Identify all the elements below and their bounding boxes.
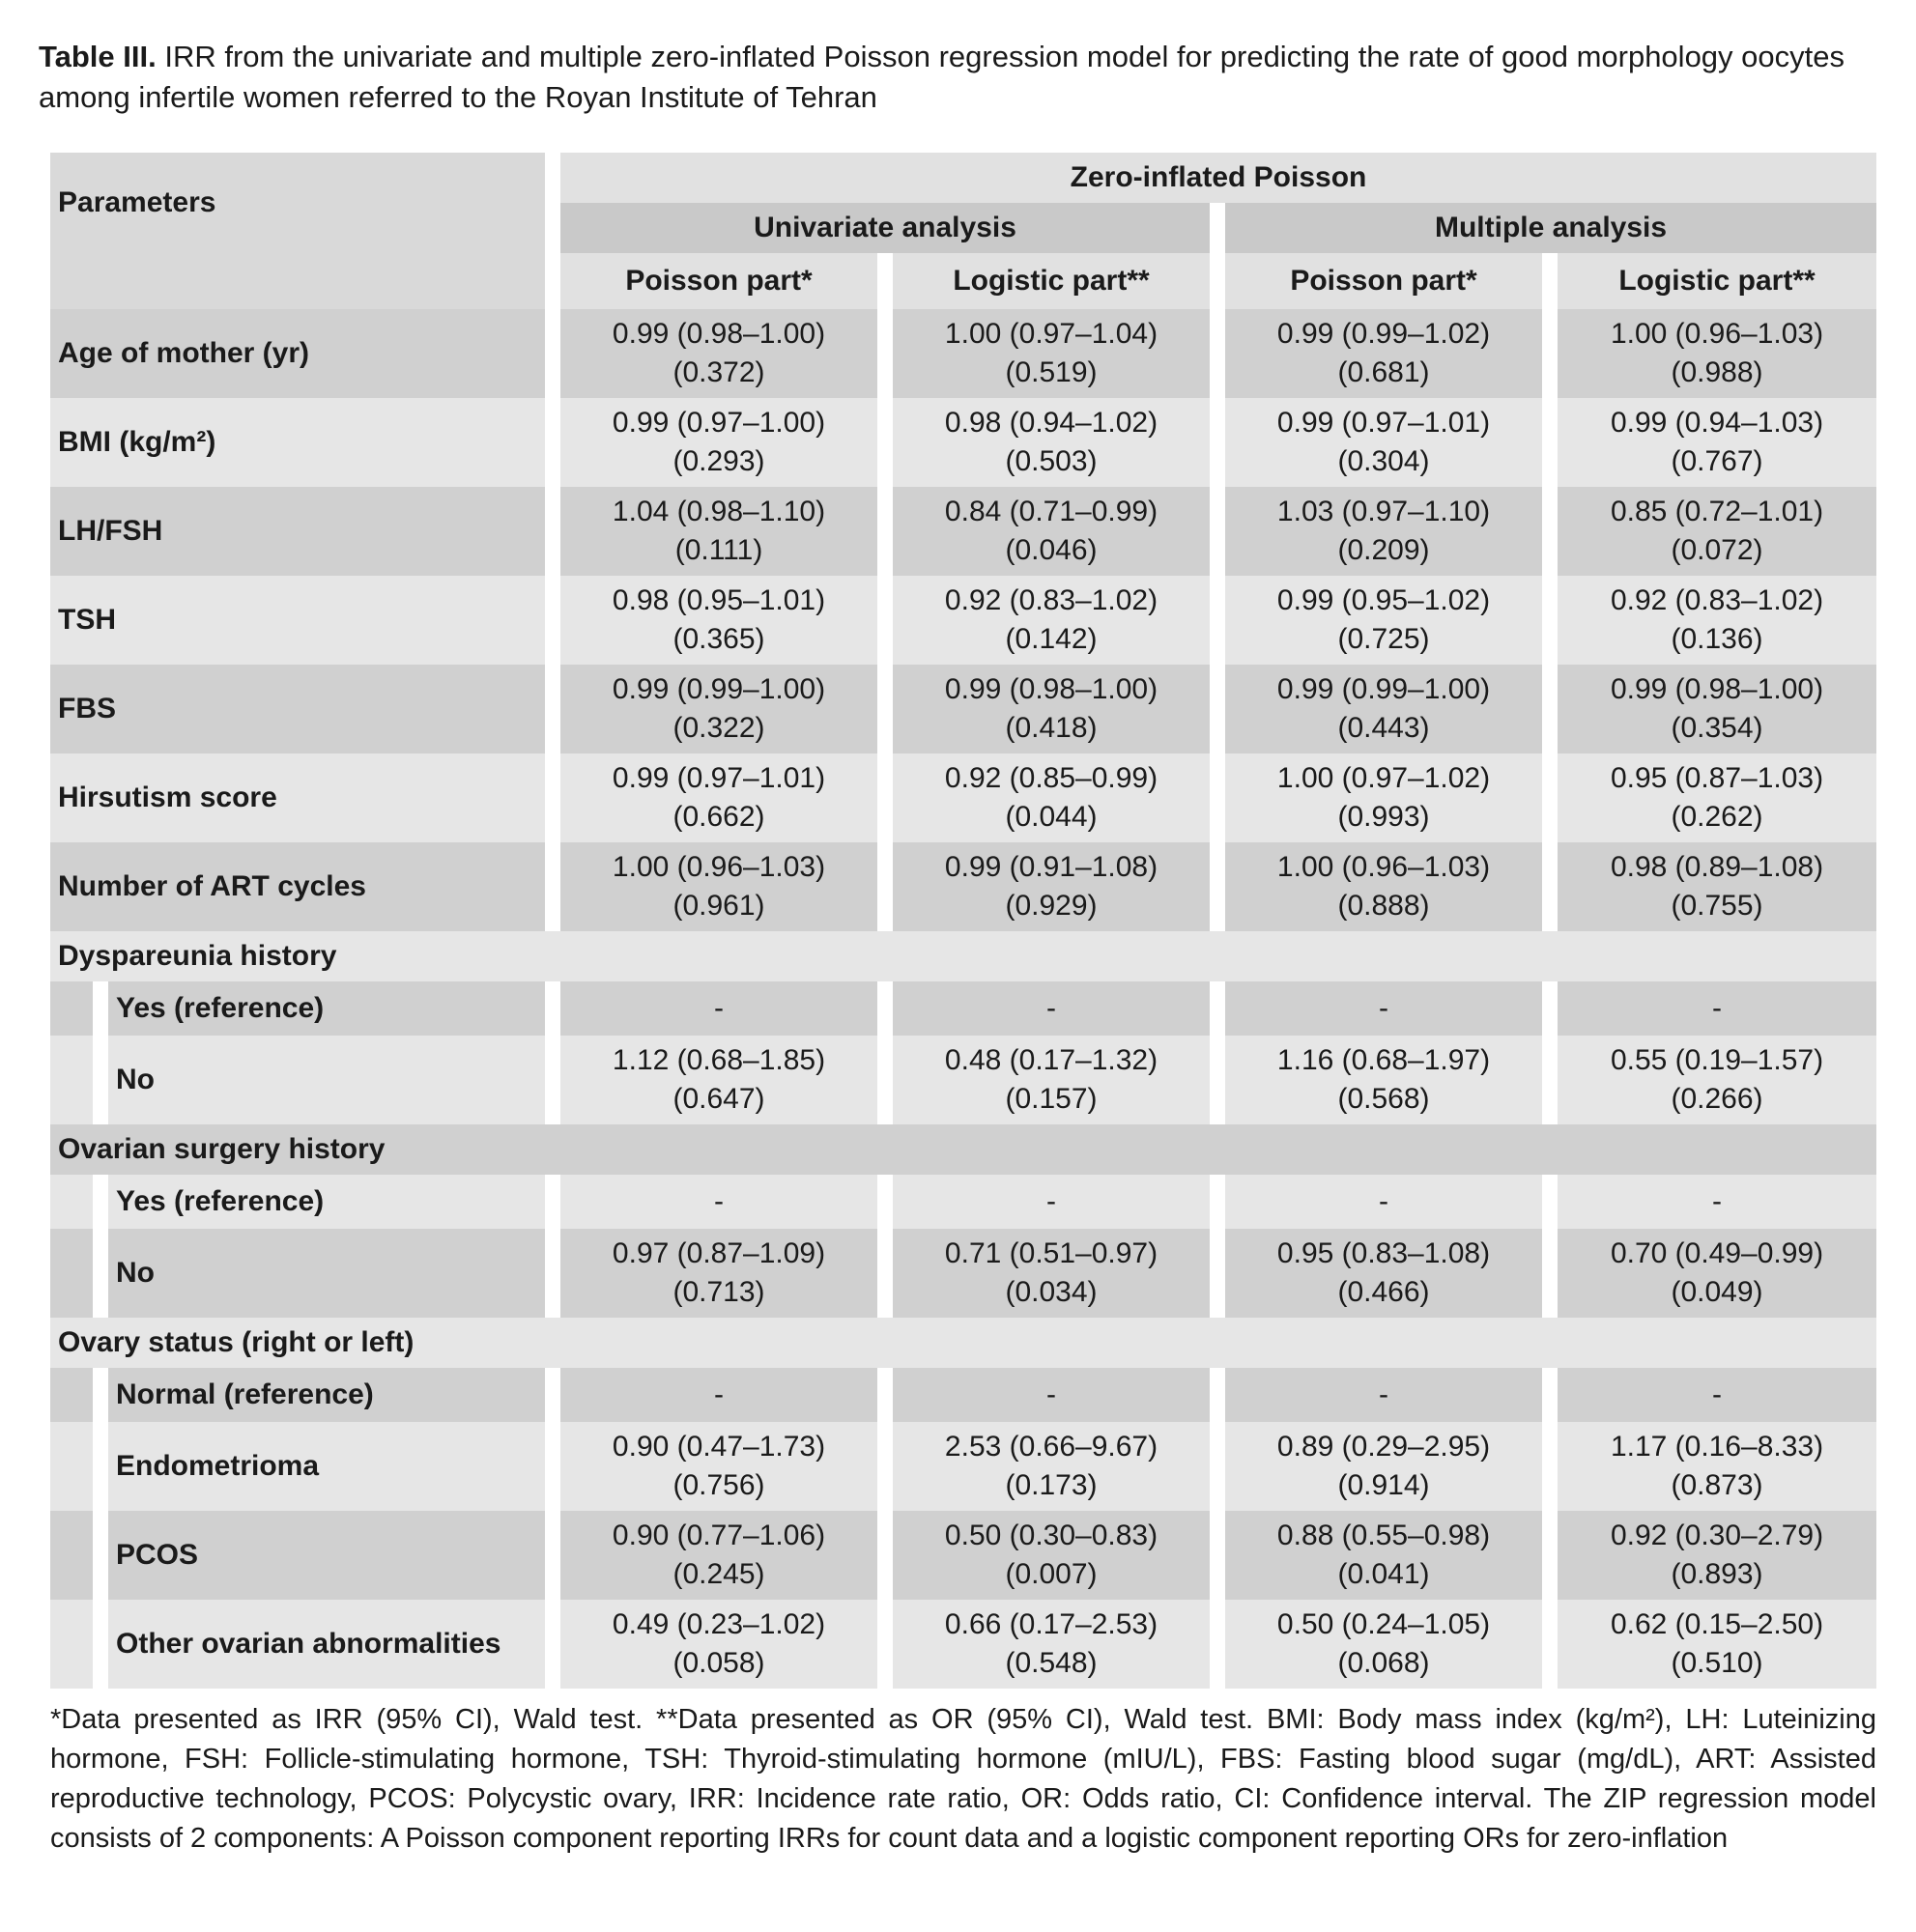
- p-value: (0.058): [672, 1647, 765, 1679]
- value-cell: [1217, 1036, 1550, 1124]
- value-cell: [553, 981, 885, 1036]
- header-uni-poisson: Poisson part*: [553, 253, 885, 309]
- table-row: [50, 665, 1876, 753]
- value-cell: [1550, 1422, 1876, 1511]
- table-row: [50, 842, 1876, 931]
- estimate-ci: 0.98 (0.95–1.01): [612, 584, 826, 616]
- subgroup-row: [50, 981, 1876, 1036]
- p-value: (0.510): [1671, 1647, 1763, 1679]
- header-univariate: Univariate analysis: [553, 203, 1217, 253]
- p-value: (0.929): [1005, 890, 1098, 922]
- indent-spacer: [50, 1368, 100, 1422]
- value-cell: [553, 1600, 885, 1689]
- header-multi-logistic: Logistic part**: [1550, 253, 1876, 309]
- estimate-ci: 0.66 (0.17–2.53): [944, 1608, 1158, 1640]
- value-cell: [1550, 487, 1876, 576]
- p-value: (0.111): [674, 534, 763, 566]
- value-cell: [1550, 753, 1876, 842]
- estimate-ci: 1.16 (0.68–1.97): [1276, 1044, 1491, 1076]
- estimate-ci: 0.55 (0.19–1.57): [1610, 1044, 1824, 1076]
- value-cell: [553, 1368, 885, 1422]
- subgroup-row: [50, 1036, 1876, 1124]
- estimate-ci: 0.92 (0.30–2.79): [1610, 1520, 1824, 1551]
- group-row: [50, 931, 1876, 981]
- indent-spacer: [50, 1422, 100, 1511]
- p-value: (0.372): [672, 356, 765, 388]
- value-cell: [1550, 665, 1876, 753]
- p-value: (0.365): [672, 623, 765, 655]
- p-value: (0.961): [672, 890, 765, 922]
- estimate-ci: 0.90 (0.47–1.73): [612, 1431, 826, 1463]
- table-caption: [39, 37, 1894, 118]
- p-value: (0.034): [1005, 1276, 1098, 1308]
- estimate-ci: 1.00 (0.97–1.04): [944, 318, 1158, 350]
- parameter-label: Number of ART cycles: [58, 870, 366, 902]
- value-cell: [885, 309, 1217, 398]
- value-cell: [885, 665, 1217, 753]
- estimate-ci: 0.99 (0.97–1.01): [1276, 407, 1491, 439]
- p-value: (0.466): [1337, 1276, 1430, 1308]
- value-cell: [1217, 576, 1550, 665]
- value-cell: [885, 1422, 1217, 1511]
- value-cell: [553, 1422, 885, 1511]
- value-cell: [1217, 1175, 1550, 1229]
- p-value: (0.322): [672, 712, 765, 744]
- value-cell: [885, 753, 1217, 842]
- header-uni-logistic: Logistic part**: [885, 253, 1217, 309]
- p-value: (0.662): [672, 801, 765, 833]
- indent-spacer: [50, 1229, 100, 1318]
- estimate-ci: 0.92 (0.85–0.99): [944, 762, 1158, 794]
- indent-spacer: [50, 1511, 100, 1600]
- indent-spacer: [50, 981, 100, 1036]
- p-value: (0.993): [1337, 801, 1430, 833]
- value-cell: [1217, 487, 1550, 576]
- estimate-ci: 0.99 (0.95–1.02): [1276, 584, 1491, 616]
- header-multiple: Multiple analysis: [1217, 203, 1876, 253]
- estimate-ci: 1.17 (0.16–8.33): [1610, 1431, 1824, 1463]
- p-value: (0.044): [1005, 801, 1098, 833]
- estimate-ci: 1.03 (0.97–1.10): [1276, 496, 1491, 527]
- value-cell: [1550, 1175, 1876, 1229]
- subgroup-row: [50, 1368, 1876, 1422]
- subgroup-label: No: [100, 1036, 553, 1124]
- subgroup-row: [50, 1422, 1876, 1511]
- value-cell: [1550, 576, 1876, 665]
- p-value: (0.443): [1337, 712, 1430, 744]
- estimate-ci: -: [1046, 992, 1057, 1024]
- estimate-ci: 0.99 (0.94–1.03): [1610, 407, 1824, 439]
- estimate-ci: 0.95 (0.87–1.03): [1610, 762, 1824, 794]
- p-value: (0.046): [1005, 534, 1098, 566]
- estimate-ci: 0.71 (0.51–0.97): [944, 1237, 1158, 1269]
- p-value: (0.173): [1005, 1469, 1098, 1501]
- value-cell: [553, 753, 885, 842]
- estimate-ci: 0.98 (0.89–1.08): [1610, 851, 1824, 883]
- p-value: (0.049): [1671, 1276, 1763, 1308]
- value-cell: [553, 1175, 885, 1229]
- parameter-label: LH/FSH: [58, 515, 163, 547]
- estimate-ci: 0.89 (0.29–2.95): [1276, 1431, 1491, 1463]
- parameter-label: Age of mother (yr): [58, 337, 310, 369]
- value-cell: [885, 487, 1217, 576]
- value-cell: [1217, 1600, 1550, 1689]
- value-cell: [553, 1511, 885, 1600]
- value-cell: [553, 487, 885, 576]
- estimate-ci: 0.97 (0.87–1.09): [612, 1237, 826, 1269]
- p-value: (0.647): [672, 1083, 765, 1115]
- estimate-ci: 0.92 (0.83–1.02): [1610, 584, 1824, 616]
- estimate-ci: 0.99 (0.99–1.00): [612, 673, 826, 705]
- value-cell: [1550, 1511, 1876, 1600]
- value-cell: [1217, 1229, 1550, 1318]
- p-value: (0.072): [1671, 534, 1763, 566]
- p-value: (0.068): [1337, 1647, 1430, 1679]
- p-value: (0.914): [1337, 1469, 1430, 1501]
- value-cell: [885, 1511, 1217, 1600]
- p-value: (0.888): [1337, 890, 1430, 922]
- value-cell: [885, 981, 1217, 1036]
- estimate-ci: 1.00 (0.97–1.02): [1276, 762, 1491, 794]
- p-value: (0.873): [1671, 1469, 1763, 1501]
- value-cell: [1217, 753, 1550, 842]
- value-cell: [885, 398, 1217, 487]
- value-cell: [553, 398, 885, 487]
- p-value: (0.988): [1671, 356, 1763, 388]
- estimate-ci: 0.99 (0.98–1.00): [612, 318, 826, 350]
- value-cell: [885, 1036, 1217, 1124]
- subgroup-row: [50, 1511, 1876, 1600]
- estimate-ci: 0.99 (0.98–1.00): [944, 673, 1158, 705]
- estimate-ci: -: [1379, 1378, 1389, 1410]
- value-cell: [1550, 1229, 1876, 1318]
- p-value: (0.245): [672, 1558, 765, 1590]
- estimate-ci: 0.62 (0.15–2.50): [1610, 1608, 1824, 1640]
- subgroup-label: No: [100, 1229, 553, 1318]
- header-model: Zero-inflated Poisson: [553, 153, 1876, 203]
- results-table: [50, 153, 1876, 1689]
- subgroup-label: Endometrioma: [100, 1422, 553, 1511]
- estimate-ci: 0.49 (0.23–1.02): [612, 1608, 826, 1640]
- estimate-ci: -: [1046, 1378, 1057, 1410]
- p-value: (0.568): [1337, 1083, 1430, 1115]
- value-cell: [553, 1229, 885, 1318]
- value-cell: [1550, 1036, 1876, 1124]
- parameter-label: Hirsutism score: [58, 781, 277, 813]
- value-cell: [1550, 1368, 1876, 1422]
- p-value: (0.262): [1671, 801, 1763, 833]
- p-value: (0.293): [672, 445, 765, 477]
- p-value: (0.767): [1671, 445, 1763, 477]
- value-cell: [1217, 665, 1550, 753]
- p-value: (0.136): [1671, 623, 1763, 655]
- value-cell: [553, 665, 885, 753]
- estimate-ci: 0.92 (0.83–1.02): [944, 584, 1158, 616]
- value-cell: [1217, 842, 1550, 931]
- estimate-ci: -: [1379, 992, 1389, 1024]
- estimate-ci: -: [1712, 1378, 1723, 1410]
- subgroup-label: Yes (reference): [100, 981, 553, 1036]
- estimate-ci: -: [714, 1378, 725, 1410]
- value-cell: [553, 576, 885, 665]
- estimate-ci: 0.99 (0.97–1.00): [612, 407, 826, 439]
- table-row: [50, 309, 1876, 398]
- table-row: [50, 487, 1876, 576]
- p-value: (0.354): [1671, 712, 1763, 744]
- group-row: [50, 1124, 1876, 1175]
- estimate-ci: 0.99 (0.91–1.08): [944, 851, 1158, 883]
- estimate-ci: 1.00 (0.96–1.03): [1610, 318, 1824, 350]
- subgroup-label: Normal (reference): [100, 1368, 553, 1422]
- estimate-ci: 0.90 (0.77–1.06): [612, 1520, 826, 1551]
- subgroup-label: Yes (reference): [100, 1175, 553, 1229]
- subgroup-label: PCOS: [100, 1511, 553, 1600]
- estimate-ci: -: [714, 1185, 725, 1217]
- estimate-ci: 0.98 (0.94–1.02): [944, 407, 1158, 439]
- estimate-ci: -: [1712, 1185, 1723, 1217]
- estimate-ci: -: [714, 992, 725, 1024]
- value-cell: [1217, 309, 1550, 398]
- header-parameters: Parameters: [50, 153, 553, 253]
- value-cell: [885, 1229, 1217, 1318]
- value-cell: [1550, 842, 1876, 931]
- estimate-ci: 0.48 (0.17–1.32): [944, 1044, 1158, 1076]
- estimate-ci: 1.04 (0.98–1.10): [612, 496, 826, 527]
- value-cell: [1217, 981, 1550, 1036]
- header-parameters-cont: [50, 253, 553, 309]
- estimate-ci: 1.00 (0.96–1.03): [612, 851, 826, 883]
- subgroup-row: [50, 1175, 1876, 1229]
- p-value: (0.681): [1337, 356, 1430, 388]
- p-value: (0.893): [1671, 1558, 1763, 1590]
- p-value: (0.725): [1337, 623, 1430, 655]
- indent-spacer: [50, 1036, 100, 1124]
- value-cell: [885, 842, 1217, 931]
- estimate-ci: 0.99 (0.99–1.02): [1276, 318, 1491, 350]
- value-cell: [553, 1036, 885, 1124]
- value-cell: [1217, 398, 1550, 487]
- value-cell: [1550, 398, 1876, 487]
- p-value: (0.503): [1005, 445, 1098, 477]
- value-cell: [885, 1175, 1217, 1229]
- estimate-ci: 0.70 (0.49–0.99): [1610, 1237, 1824, 1269]
- p-value: (0.756): [672, 1469, 765, 1501]
- estimate-ci: 0.85 (0.72–1.01): [1610, 496, 1824, 527]
- value-cell: [1217, 1368, 1550, 1422]
- value-cell: [885, 576, 1217, 665]
- value-cell: [1550, 981, 1876, 1036]
- p-value: (0.007): [1005, 1558, 1098, 1590]
- group-row: [50, 1318, 1876, 1368]
- estimate-ci: 0.99 (0.97–1.01): [612, 762, 826, 794]
- p-value: (0.142): [1005, 623, 1098, 655]
- value-cell: [885, 1600, 1217, 1689]
- estimate-ci: -: [1046, 1185, 1057, 1217]
- estimate-ci: 0.84 (0.71–0.99): [944, 496, 1158, 527]
- table-title: IRR from the univariate and multiple zero-inflated Poisson regression model for predicting the rate of good morphology oocytes among infertile women referred to the Royan Institute of Tehran: [39, 40, 1845, 114]
- group-label: Ovarian surgery history: [58, 1133, 386, 1165]
- p-value: (0.548): [1005, 1647, 1098, 1679]
- value-cell: [1217, 1511, 1550, 1600]
- value-cell: [1550, 1600, 1876, 1689]
- table-footnote: *Data presented as IRR (95% CI), Wald test. **Data presented as OR (95% CI), Wald test. BMI: Body mass index (kg/m²), LH: Luteinizing hormone, FSH: Follicle-stimulating hormone, TSH: Thyroid-stimulating hormone (mIU/L), FBS: Fasting blood sugar (mg/dL), ART: Assisted reproductive technology, PCOS: Polycystic ovary, IRR: Incidence rate ratio, OR: Odds ratio, CI: Confidence interval. The ZIP regression model consists of 2 components: A Poisson component reporting IRRs for count data and a logistic component reporting ORs for zero-inflation: [50, 1704, 1876, 1854]
- estimate-ci: 0.50 (0.30–0.83): [944, 1520, 1158, 1551]
- value-cell: [885, 1368, 1217, 1422]
- indent-spacer: [50, 1600, 100, 1689]
- p-value: (0.418): [1005, 712, 1098, 744]
- group-label: Ovary status (right or left): [58, 1326, 415, 1358]
- table-row: [50, 398, 1876, 487]
- p-value: (0.304): [1337, 445, 1430, 477]
- p-value: (0.041): [1337, 1558, 1430, 1590]
- p-value: (0.209): [1337, 534, 1430, 566]
- estimate-ci: 0.50 (0.24–1.05): [1276, 1608, 1491, 1640]
- header-multi-poisson: Poisson part*: [1217, 253, 1550, 309]
- value-cell: [1550, 309, 1876, 398]
- value-cell: [553, 842, 885, 931]
- value-cell: [1217, 1422, 1550, 1511]
- parameter-label: TSH: [58, 604, 116, 636]
- group-label: Dyspareunia history: [58, 940, 337, 972]
- estimate-ci: 1.00 (0.96–1.03): [1276, 851, 1491, 883]
- estimate-ci: 0.88 (0.55–0.98): [1276, 1520, 1491, 1551]
- table-row: [50, 753, 1876, 842]
- subgroup-row: [50, 1600, 1876, 1689]
- p-value: (0.755): [1671, 890, 1763, 922]
- parameter-label: FBS: [58, 693, 116, 724]
- estimate-ci: 2.53 (0.66–9.67): [944, 1431, 1158, 1463]
- estimate-ci: 0.95 (0.83–1.08): [1276, 1237, 1491, 1269]
- p-value: (0.713): [672, 1276, 765, 1308]
- p-value: (0.157): [1005, 1083, 1098, 1115]
- estimate-ci: -: [1712, 992, 1723, 1024]
- table-row: [50, 576, 1876, 665]
- indent-spacer: [50, 1175, 100, 1229]
- value-cell: [553, 309, 885, 398]
- subgroup-label: Other ovarian abnormalities: [100, 1600, 553, 1689]
- parameter-label: BMI (kg/m²): [58, 426, 216, 458]
- p-value: (0.266): [1671, 1083, 1763, 1115]
- estimate-ci: -: [1379, 1185, 1389, 1217]
- table-label: Table III.: [39, 40, 157, 73]
- subgroup-row: [50, 1229, 1876, 1318]
- p-value: (0.519): [1005, 356, 1098, 388]
- estimate-ci: 0.99 (0.99–1.00): [1276, 673, 1491, 705]
- estimate-ci: 0.99 (0.98–1.00): [1610, 673, 1824, 705]
- estimate-ci: 1.12 (0.68–1.85): [612, 1044, 826, 1076]
